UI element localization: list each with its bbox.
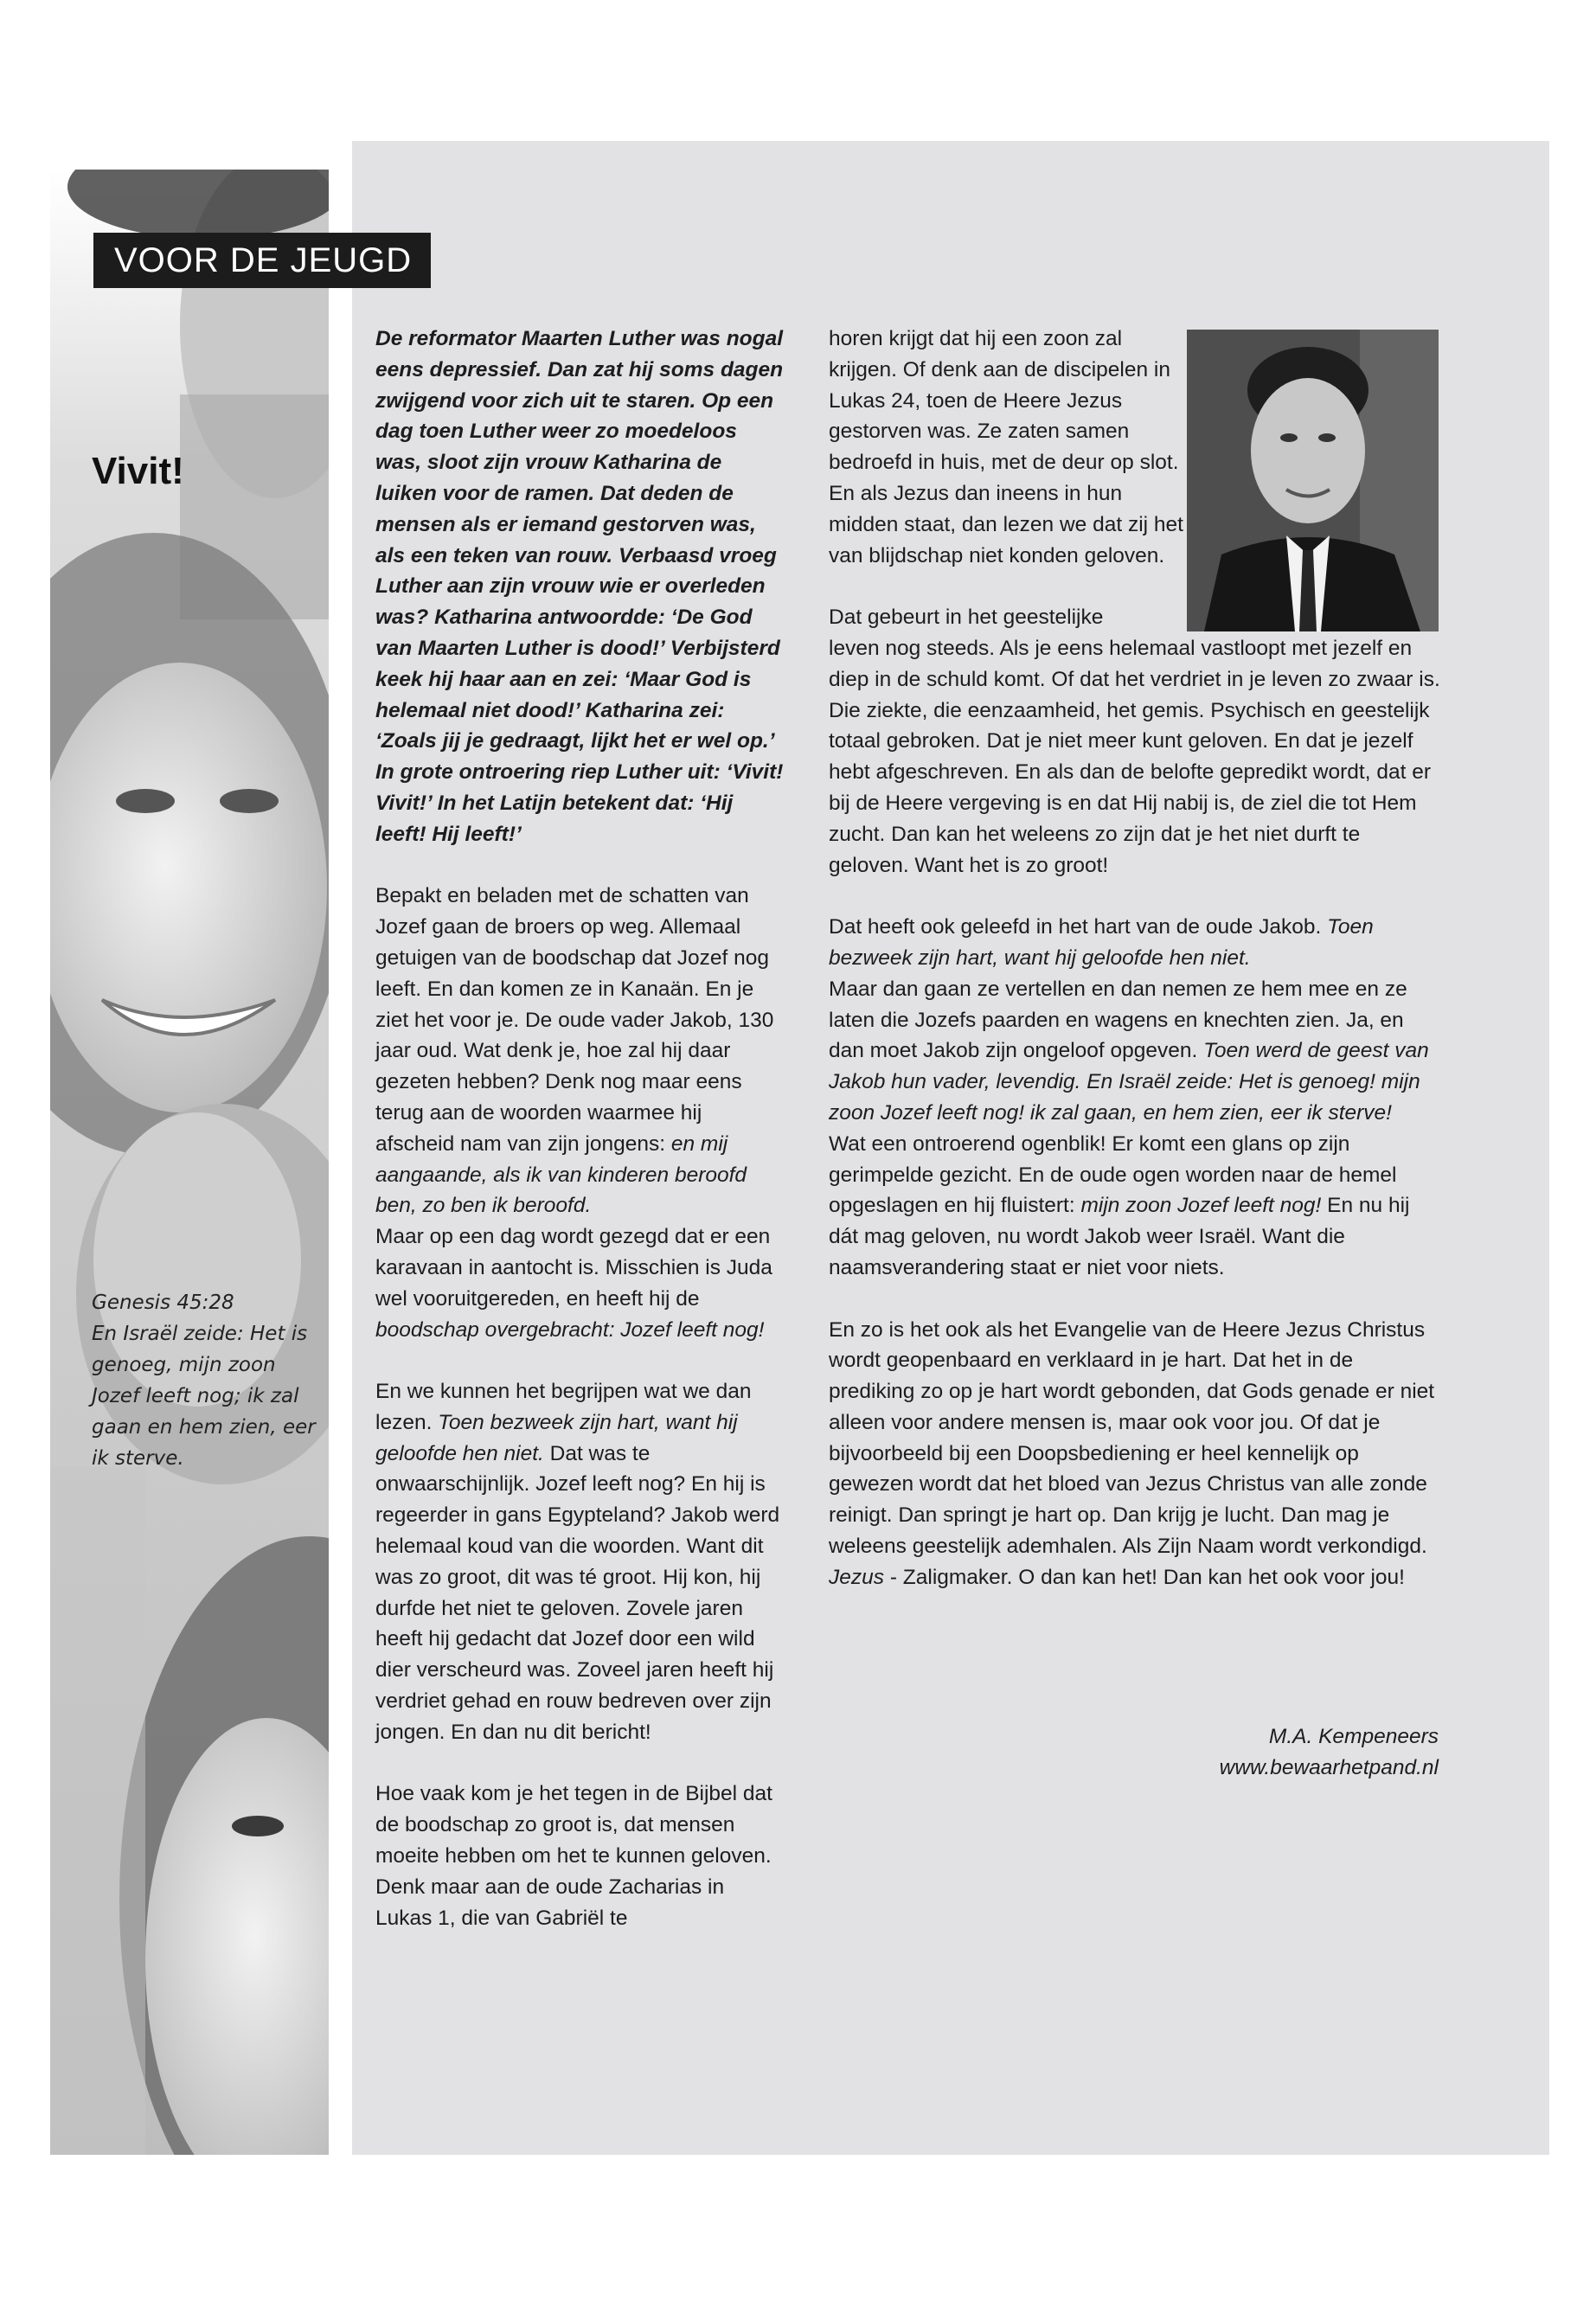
scripture-quote: Toen werd de geest van Jakob hun vader, levendig. En Israël zeide: Het is genoeg! mijn zoon Jozef leeft nog! ik zal gaan, en hem zien, eer ik sterve! — [829, 1039, 1429, 1125]
body-paragraph — [375, 881, 784, 1345]
scripture-quote: en mij aangaande, als ik van kinderen beroofd ben, zo ben ik beroofd. — [375, 1131, 747, 1218]
sidebar-quote — [92, 1287, 317, 1474]
quote-text: En Israël zeide: Het is genoeg, mijn zoon Jozef leeft nog; ik zal gaan en hem zien, eer ik sterve. — [92, 1323, 316, 1470]
text-span: - Zaligmaker. O dan kan het! Dan kan het ook voor jou! — [889, 1565, 1405, 1589]
text-span: Wat een ontroerend ogenblik! Er komt een glans op zijn gerimpelde gezicht. En de oude ogen worden naar de hemel opgeslagen en hij fluistert: — [829, 1131, 1397, 1218]
body-paragraph: Hoe vaak kom je het tegen in de Bijbel dat de boodschap zo groot is, dat mensen moeite hebben om het te kunnen geloven. Denk maar aan de oude Zacharias in Lukas 1, die van Gabriël te — [375, 1782, 772, 1930]
text-span: Maar dan gaan ze vertellen en dan nemen ze hem mee en ze laten die Jozefs paarden en wagens en knechten zien. Ja, en dan moet Jakob zijn ongeloof opgeven. — [829, 977, 1407, 1063]
article-title: Vivit! — [92, 450, 184, 492]
article-column-2 — [829, 324, 1445, 1624]
quote-reference: Genesis 45:28 — [92, 1292, 234, 1314]
body-paragraph — [375, 1376, 784, 1748]
body-paragraph — [829, 1315, 1445, 1593]
scripture-quote: mijn zoon Jozef leeft nog! — [1080, 1194, 1322, 1218]
intro-paragraph: De reformator Maarten Luther was nogal eens depressief. Dan zat hij soms dagen zwijgend voor zich uit te staren. Op een dag toen Luther weer zo moedeloos was, sloot zijn vrouw Katharina de luiken voor de ramen. Dat deden de mensen als er iemand gestorven was, als een teken van rouw. Verbaasd vroeg Luther aan zijn vrouw wie er overleden was? Katharina antwoordde: ‘De God van Maarten Luther is dood!’ Verbijsterd keek hij haar aan en zei: ‘Maar God is helemaal niet dood!’ Katharina zei: ‘Zoals jij je gedraagt, lijkt het er wel op.’ In grote ontroering riep Luther uit: ‘Vivit! Vivit!’ In het Latijn betekent dat: ‘Hij leeft! Hij leeft!’ — [375, 327, 784, 846]
scripture-quote: boodschap overgebracht: Jozef leeft nog! — [375, 1317, 765, 1342]
text-span: En we kunnen het begrijpen wat we dan lezen. — [375, 1380, 752, 1434]
author-signature — [1220, 1721, 1439, 1784]
body-paragraph: horen krijgt dat hij een zoon zal krijgen. Of denk aan de discipelen in Lukas 24, toen de Heere Jezus gestorven was. Ze zaten samen bedroefd in huis, met de deur op slot. En als Jezus dan ineens in hun midden staat, dan lezen we dat zij het van blijdschap niet konden geloven. — [829, 327, 1183, 567]
section-label: VOOR DE JEUGD — [93, 233, 431, 288]
scripture-quote: Jezus — [829, 1565, 885, 1589]
text-span: Dat gebeurt in het geestelijke — [829, 606, 1104, 630]
text-span: Dat heeft ook geleefd in het hart van de oude Jakob. — [829, 915, 1322, 939]
text-span: leven nog steeds. Als je eens helemaal vastloopt met jezelf en diep in de schuld komt. Of dat het verdriet in je leven zo zwaar is. Die ziekte, die eenzaamheid, het gemis. Psychisch en geestelijk totaal gebroken. Dat je niet meer kunt geloven. En dat je jezelf hebt afgeschreven. En als dan de belofte gepredikt wordt, dat er bij de Heere vergeving is en dat Hij nabij is, de ziel die tot Hem zucht. Dan kan het weleens zo zijn dat je het niet durft te geloven. Want het is zo groot! — [829, 636, 1440, 877]
text-span: En zo is het ook als het Evangelie van de Heere Jezus Christus wordt geopenbaard en verklaard in je hart. Dat het in de prediking zo op je hart wordt gebonden, dat Gods genade er niet alleen voor andere mensen is, maar ook voor jou. Of dat je bijvoorbeeld bij een Doopsbediening er heel kennelijk op gewezen wordt dat het bloed van Jezus Christus van alle zonde reinigt. Dan springt je hart op. Dan krijg je lucht. Dan mag je weleens geestelijk ademhalen. Als Zijn Naam wordt verkondigd. — [829, 1317, 1435, 1559]
author-website: www.bewaarhetpand.nl — [1219, 1755, 1439, 1779]
body-paragraph — [829, 602, 1445, 881]
text-span: Bepakt en beladen met de schatten van Jozef gaan de broers op weg. Allemaal getuigen van de boodschap dat Jozef nog leeft. En dan komen ze in Kanaän. En je ziet het voor je. De oude vader Jakob, 130 jaar oud. Wat denk je, hoe zal hij daar gezeten hebben? Denk nog maar eens terug aan de woorden waarmee hij afscheid nam van zijn jongens: — [375, 884, 774, 1156]
text-span: En nu hij dát mag geloven, nu wordt Jakob weer Israël. Want die naamsverandering staat er niet voor niets. — [829, 1194, 1410, 1279]
scripture-quote: Toen bezweek zijn hart, want hij geloofde hen niet. — [829, 915, 1374, 970]
text-span: Maar op een dag wordt gezegd dat er een karavaan in aantocht is. Misschien is Juda wel vooruitgereden, en heeft hij de — [375, 1225, 772, 1311]
scripture-quote: Toen bezweek zijn hart, want hij geloofde hen niet. — [375, 1410, 738, 1465]
body-paragraph — [829, 912, 1445, 1284]
text-span: Dat was te onwaarschijnlijk. Jozef leeft nog? En hij is regeerder in gans Egypteland? Jakob werd helemaal koud van die woorden. Want dit was zo groot, dit was té groot. Hij kon, hij durfde het niet te geloven. Zovele jaren heeft hij gedacht dat Jozef door een wild dier verscheurd was. Zoveel jaren heeft hij verdriet gehad en rouw bedreven over zijn jongen. En dan nu dit bericht! — [375, 1441, 780, 1744]
author-name: M.A. Kempeneers — [1268, 1725, 1439, 1748]
article-column-1 — [375, 324, 784, 1965]
